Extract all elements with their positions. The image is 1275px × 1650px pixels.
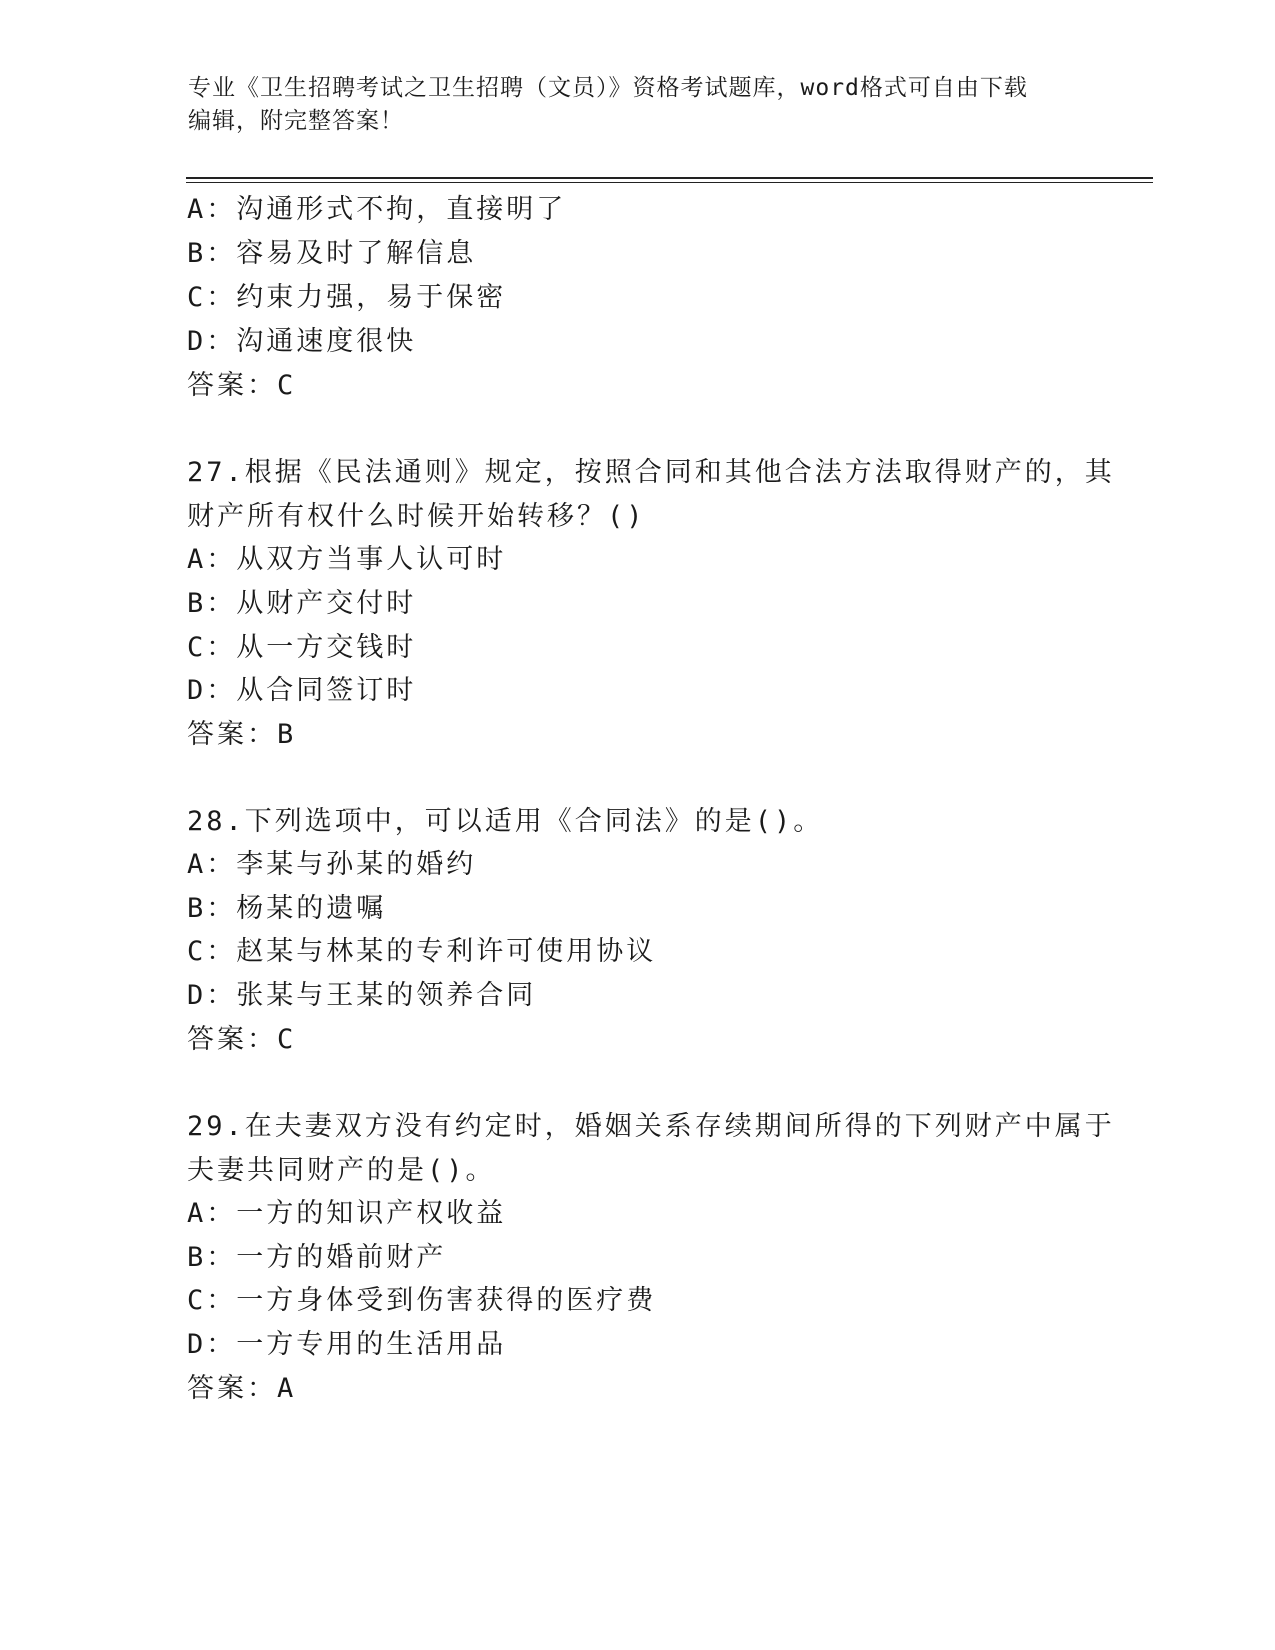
header-line-2: 编辑，附完整答案！: [188, 108, 404, 134]
q29-option-b: B：一方的婚前财产: [187, 1242, 447, 1273]
header-line-1: 专业《卫生招聘考试之卫生招聘（文员）》资格考试题库，word格式可自由下载: [188, 75, 1028, 101]
q29-option-a: A：一方的知识产权收益: [187, 1198, 507, 1229]
q29-stem-line-1: 29.在夫妻双方没有约定时，婚姻关系存续期间所得的下列财产中属于: [187, 1111, 1115, 1142]
q27-option-d: D：从合同签订时: [187, 675, 417, 706]
q28-option-a: A：李某与孙某的婚约: [187, 849, 477, 880]
q26-option-c: C：约束力强，易于保密: [187, 282, 507, 313]
header-divider-thick: [186, 177, 1153, 179]
q28-option-b: B：杨某的遗嘱: [187, 893, 387, 924]
q29-answer: 答案：A: [187, 1373, 297, 1404]
q29-option-d: D：一方专用的生活用品: [187, 1329, 507, 1360]
q29-stem-line-2: 夫妻共同财产的是()。: [187, 1155, 496, 1186]
document-header: [188, 72, 1088, 138]
q27-option-a: A：从双方当事人认可时: [187, 544, 507, 575]
header-divider-thin: [186, 182, 1153, 183]
q27-option-c: C：从一方交钱时: [187, 632, 417, 663]
q27-stem-line-1: 27.根据《民法通则》规定，按照合同和其他合法方法取得财产的，其: [187, 457, 1115, 488]
q28-answer: 答案：C: [187, 1024, 297, 1055]
q26-answer: 答案：C: [187, 370, 297, 401]
q26-option-b: B：容易及时了解信息: [187, 238, 477, 269]
q29-option-c: C：一方身体受到伤害获得的医疗费: [187, 1285, 657, 1316]
q26-option-a: A：沟通形式不拘，直接明了: [187, 194, 567, 225]
q27-answer: 答案：B: [187, 719, 297, 750]
q28-option-d: D：张某与王某的领养合同: [187, 980, 537, 1011]
q27-option-b: B：从财产交付时: [187, 588, 417, 619]
q28-stem-line-1: 28.下列选项中，可以适用《合同法》的是()。: [187, 806, 824, 837]
q28-option-c: C：赵某与林某的专利许可使用协议: [187, 936, 657, 967]
q27-stem-line-2: 财产所有权什么时候开始转移？(): [187, 501, 646, 532]
q26-option-d: D：沟通速度很快: [187, 326, 417, 357]
